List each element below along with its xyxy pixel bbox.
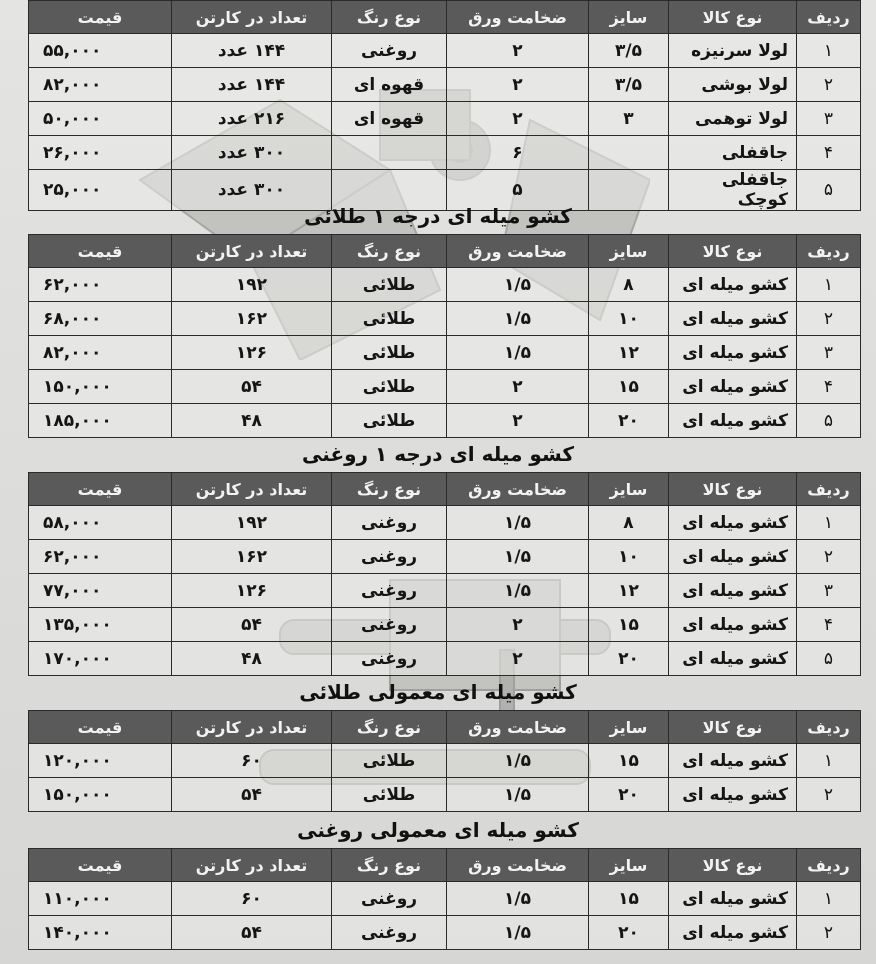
cell-size: ۸ bbox=[589, 268, 669, 302]
header-item-type: نوع کالا bbox=[669, 711, 797, 744]
cell-color: روغنی bbox=[332, 574, 447, 608]
cell-item-name: جاقفلی کوچک bbox=[669, 170, 797, 211]
cell-thickness: ۱/۵ bbox=[447, 336, 589, 370]
table-row bbox=[29, 916, 861, 950]
cell-item-name: کشو میله ای bbox=[669, 506, 797, 540]
table-header-row bbox=[29, 711, 861, 744]
cell-row-number: ۱ bbox=[797, 268, 861, 302]
table-row bbox=[29, 136, 861, 170]
table-row bbox=[29, 34, 861, 68]
cell-qty: ۱۶۲ bbox=[172, 302, 332, 336]
cell-thickness: ۲ bbox=[447, 68, 589, 102]
cell-size: ۱۲ bbox=[589, 336, 669, 370]
cell-color: طلائی bbox=[332, 744, 447, 778]
header-row-number: ردیف bbox=[797, 235, 861, 268]
cell-price: ۱۵۰,۰۰۰ bbox=[29, 370, 172, 404]
cell-row-number: ۲ bbox=[797, 68, 861, 102]
header-qty-per-carton: تعداد در کارتن bbox=[172, 849, 332, 882]
cell-qty: ۴۸ bbox=[172, 642, 332, 676]
cell-thickness: ۱/۵ bbox=[447, 778, 589, 812]
cell-color: طلائی bbox=[332, 268, 447, 302]
cell-row-number: ۵ bbox=[797, 170, 861, 211]
cell-thickness: ۲ bbox=[447, 608, 589, 642]
cell-row-number: ۳ bbox=[797, 336, 861, 370]
cell-row-number: ۲ bbox=[797, 302, 861, 336]
cell-qty: ۱۲۶ bbox=[172, 336, 332, 370]
section-title: کشو میله ای درجه ۱ طلائی bbox=[304, 204, 572, 228]
cell-qty: ۱۹۲ bbox=[172, 268, 332, 302]
header-sheet-thickness: ضخامت ورق bbox=[447, 235, 589, 268]
cell-size: ۸ bbox=[589, 506, 669, 540]
cell-size: ۲۰ bbox=[589, 778, 669, 812]
table-header-row bbox=[29, 473, 861, 506]
cell-price: ۱۴۰,۰۰۰ bbox=[29, 916, 172, 950]
cell-price: ۶۸,۰۰۰ bbox=[29, 302, 172, 336]
cell-color: طلائی bbox=[332, 336, 447, 370]
table-row bbox=[29, 370, 861, 404]
header-size: سایز bbox=[589, 711, 669, 744]
header-row-number: ردیف bbox=[797, 1, 861, 34]
cell-thickness: ۱/۵ bbox=[447, 744, 589, 778]
cell-color: قهوه ای bbox=[332, 68, 447, 102]
cell-row-number: ۳ bbox=[797, 102, 861, 136]
cell-color: روغنی bbox=[332, 882, 447, 916]
cell-thickness: ۵ bbox=[447, 170, 589, 211]
cell-size: ۱۵ bbox=[589, 744, 669, 778]
header-sheet-thickness: ضخامت ورق bbox=[447, 711, 589, 744]
header-qty-per-carton: تعداد در کارتن bbox=[172, 1, 332, 34]
cell-row-number: ۴ bbox=[797, 608, 861, 642]
cell-size: ۳/۵ bbox=[589, 34, 669, 68]
header-sheet-thickness: ضخامت ورق bbox=[447, 1, 589, 34]
header-sheet-thickness: ضخامت ورق bbox=[447, 473, 589, 506]
header-item-type: نوع کالا bbox=[669, 1, 797, 34]
cell-item-name: کشو میله ای bbox=[669, 370, 797, 404]
cell-price: ۱۲۰,۰۰۰ bbox=[29, 744, 172, 778]
cell-size: ۱۰ bbox=[589, 540, 669, 574]
header-item-type: نوع کالا bbox=[669, 849, 797, 882]
cell-item-name: کشو میله ای bbox=[669, 642, 797, 676]
header-row-number: ردیف bbox=[797, 711, 861, 744]
cell-row-number: ۱ bbox=[797, 744, 861, 778]
header-size: سایز bbox=[589, 235, 669, 268]
header-qty-per-carton: تعداد در کارتن bbox=[172, 235, 332, 268]
cell-row-number: ۲ bbox=[797, 778, 861, 812]
cell-thickness: ۲ bbox=[447, 370, 589, 404]
table-row bbox=[29, 608, 861, 642]
cell-size: ۳ bbox=[589, 102, 669, 136]
hinges-price-table bbox=[28, 0, 861, 211]
cell-price: ۱۳۵,۰۰۰ bbox=[29, 608, 172, 642]
table-row bbox=[29, 68, 861, 102]
cell-item-name: کشو میله ای bbox=[669, 916, 797, 950]
cell-size: ۱۰ bbox=[589, 302, 669, 336]
cell-color: طلائی bbox=[332, 404, 447, 438]
cell-qty: ۳۰۰ عدد bbox=[172, 170, 332, 211]
cell-qty: ۱۹۲ bbox=[172, 506, 332, 540]
cell-size: ۳/۵ bbox=[589, 68, 669, 102]
cell-qty: ۵۴ bbox=[172, 370, 332, 404]
section-title: کشو میله ای معمولی روغنی bbox=[297, 818, 579, 842]
cell-item-name: کشو میله ای bbox=[669, 336, 797, 370]
cell-color: روغنی bbox=[332, 608, 447, 642]
cell-qty: ۱۶۲ bbox=[172, 540, 332, 574]
cell-price: ۸۲,۰۰۰ bbox=[29, 336, 172, 370]
cell-row-number: ۵ bbox=[797, 404, 861, 438]
header-size: سایز bbox=[589, 849, 669, 882]
cell-size: ۲۰ bbox=[589, 404, 669, 438]
cell-row-number: ۴ bbox=[797, 136, 861, 170]
cell-thickness: ۲ bbox=[447, 102, 589, 136]
cell-item-name: کشو میله ای bbox=[669, 608, 797, 642]
table-row bbox=[29, 506, 861, 540]
header-row-number: ردیف bbox=[797, 849, 861, 882]
cell-price: ۱۸۵,۰۰۰ bbox=[29, 404, 172, 438]
cell-item-name: جاقفلی bbox=[669, 136, 797, 170]
cell-row-number: ۴ bbox=[797, 370, 861, 404]
header-item-type: نوع کالا bbox=[669, 235, 797, 268]
header-color-type: نوع رنگ bbox=[332, 235, 447, 268]
cell-item-name: کشو میله ای bbox=[669, 404, 797, 438]
cell-item-name: کشو میله ای bbox=[669, 778, 797, 812]
cell-item-name: کشو میله ای bbox=[669, 268, 797, 302]
cell-item-name: کشو میله ای bbox=[669, 744, 797, 778]
cell-thickness: ۱/۵ bbox=[447, 574, 589, 608]
drawer-bolt-normal-gold-table bbox=[28, 710, 861, 812]
header-qty-per-carton: تعداد در کارتن bbox=[172, 711, 332, 744]
cell-qty: ۴۸ bbox=[172, 404, 332, 438]
cell-color: روغنی bbox=[332, 916, 447, 950]
cell-size bbox=[589, 136, 669, 170]
cell-price: ۶۲,۰۰۰ bbox=[29, 540, 172, 574]
section-title: کشو میله ای معمولی طلائی bbox=[299, 680, 577, 704]
table-row bbox=[29, 744, 861, 778]
cell-thickness: ۲ bbox=[447, 642, 589, 676]
cell-row-number: ۵ bbox=[797, 642, 861, 676]
table-header-row bbox=[29, 235, 861, 268]
cell-price: ۱۷۰,۰۰۰ bbox=[29, 642, 172, 676]
cell-color: روغنی bbox=[332, 642, 447, 676]
cell-thickness: ۲ bbox=[447, 34, 589, 68]
cell-row-number: ۲ bbox=[797, 540, 861, 574]
cell-qty: ۶۰ bbox=[172, 882, 332, 916]
header-price: قیمت bbox=[29, 235, 172, 268]
cell-size: ۱۵ bbox=[589, 882, 669, 916]
cell-thickness: ۱/۵ bbox=[447, 302, 589, 336]
cell-price: ۷۷,۰۰۰ bbox=[29, 574, 172, 608]
cell-color: طلائی bbox=[332, 370, 447, 404]
cell-item-name: لولا توهمی bbox=[669, 102, 797, 136]
cell-item-name: کشو میله ای bbox=[669, 574, 797, 608]
cell-row-number: ۲ bbox=[797, 916, 861, 950]
cell-row-number: ۱ bbox=[797, 882, 861, 916]
cell-thickness: ۱/۵ bbox=[447, 882, 589, 916]
cell-size: ۱۲ bbox=[589, 574, 669, 608]
cell-color: روغنی bbox=[332, 540, 447, 574]
cell-color: طلائی bbox=[332, 302, 447, 336]
header-color-type: نوع رنگ bbox=[332, 1, 447, 34]
header-price: قیمت bbox=[29, 473, 172, 506]
table-row bbox=[29, 574, 861, 608]
header-row-number: ردیف bbox=[797, 473, 861, 506]
cell-color: قهوه ای bbox=[332, 102, 447, 136]
cell-size: ۲۰ bbox=[589, 642, 669, 676]
cell-size: ۲۰ bbox=[589, 916, 669, 950]
cell-price: ۸۲,۰۰۰ bbox=[29, 68, 172, 102]
cell-qty: ۳۰۰ عدد bbox=[172, 136, 332, 170]
header-sheet-thickness: ضخامت ورق bbox=[447, 849, 589, 882]
cell-qty: ۱۴۴ عدد bbox=[172, 68, 332, 102]
header-size: سایز bbox=[589, 1, 669, 34]
header-size: سایز bbox=[589, 473, 669, 506]
header-color-type: نوع رنگ bbox=[332, 849, 447, 882]
cell-thickness: ۱/۵ bbox=[447, 540, 589, 574]
drawer-bolt-grade1-gold-table bbox=[28, 234, 861, 438]
cell-qty: ۵۴ bbox=[172, 778, 332, 812]
cell-thickness: ۱/۵ bbox=[447, 916, 589, 950]
table-row bbox=[29, 540, 861, 574]
header-price: قیمت bbox=[29, 711, 172, 744]
table-row bbox=[29, 102, 861, 136]
header-price: قیمت bbox=[29, 849, 172, 882]
cell-price: ۵۸,۰۰۰ bbox=[29, 506, 172, 540]
cell-thickness: ۲ bbox=[447, 404, 589, 438]
table-row bbox=[29, 268, 861, 302]
cell-item-name: کشو میله ای bbox=[669, 882, 797, 916]
cell-item-name: کشو میله ای bbox=[669, 540, 797, 574]
cell-price: ۲۵,۰۰۰ bbox=[29, 170, 172, 211]
cell-price: ۶۲,۰۰۰ bbox=[29, 268, 172, 302]
cell-color: روغنی bbox=[332, 506, 447, 540]
cell-row-number: ۳ bbox=[797, 574, 861, 608]
cell-color bbox=[332, 136, 447, 170]
cell-color: طلائی bbox=[332, 778, 447, 812]
drawer-bolt-grade1-oil-table bbox=[28, 472, 861, 676]
cell-item-name: لولا سرنیزه bbox=[669, 34, 797, 68]
cell-size: ۱۵ bbox=[589, 608, 669, 642]
cell-price: ۵۵,۰۰۰ bbox=[29, 34, 172, 68]
table-header-row bbox=[29, 1, 861, 34]
table-row bbox=[29, 882, 861, 916]
cell-thickness: ۱/۵ bbox=[447, 506, 589, 540]
cell-qty: ۶۰ bbox=[172, 744, 332, 778]
drawer-bolt-normal-oil-table bbox=[28, 848, 861, 950]
table-header-row bbox=[29, 849, 861, 882]
header-price: قیمت bbox=[29, 1, 172, 34]
cell-thickness: ۶ bbox=[447, 136, 589, 170]
cell-row-number: ۱ bbox=[797, 506, 861, 540]
cell-qty: ۲۱۶ عدد bbox=[172, 102, 332, 136]
cell-color: روغنی bbox=[332, 34, 447, 68]
header-item-type: نوع کالا bbox=[669, 473, 797, 506]
cell-qty: ۱۴۴ عدد bbox=[172, 34, 332, 68]
cell-size: ۱۵ bbox=[589, 370, 669, 404]
table-row bbox=[29, 404, 861, 438]
cell-price: ۱۱۰,۰۰۰ bbox=[29, 882, 172, 916]
cell-qty: ۱۲۶ bbox=[172, 574, 332, 608]
header-color-type: نوع رنگ bbox=[332, 473, 447, 506]
cell-qty: ۵۴ bbox=[172, 916, 332, 950]
cell-item-name: کشو میله ای bbox=[669, 302, 797, 336]
cell-thickness: ۱/۵ bbox=[447, 268, 589, 302]
table-row bbox=[29, 336, 861, 370]
cell-qty: ۵۴ bbox=[172, 608, 332, 642]
cell-price: ۲۶,۰۰۰ bbox=[29, 136, 172, 170]
cell-price: ۵۰,۰۰۰ bbox=[29, 102, 172, 136]
table-row bbox=[29, 778, 861, 812]
cell-row-number: ۱ bbox=[797, 34, 861, 68]
cell-price: ۱۵۰,۰۰۰ bbox=[29, 778, 172, 812]
table-row bbox=[29, 642, 861, 676]
cell-item-name: لولا بوشی bbox=[669, 68, 797, 102]
header-color-type: نوع رنگ bbox=[332, 711, 447, 744]
table-row bbox=[29, 302, 861, 336]
header-qty-per-carton: تعداد در کارتن bbox=[172, 473, 332, 506]
section-title: کشو میله ای درجه ۱ روغنی bbox=[302, 442, 574, 466]
